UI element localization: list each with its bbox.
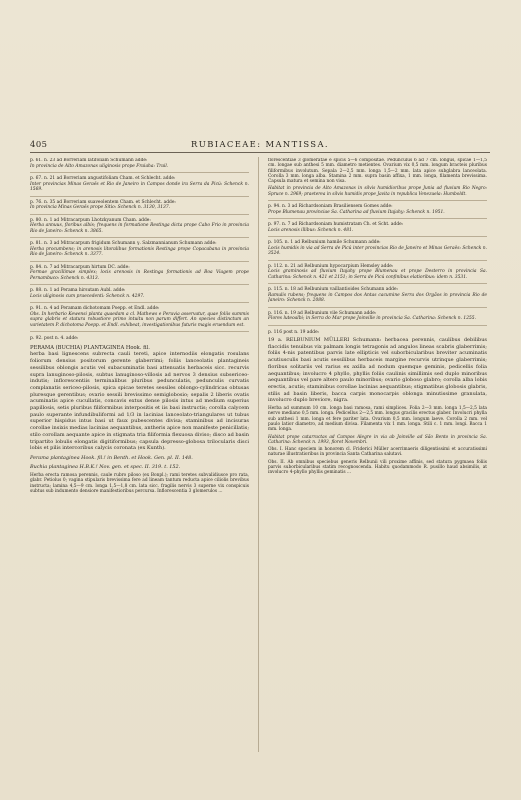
- entry-reference: p. 67. n. 21 ad Borreriam angustifoliam Cham. et Schlecht. adde:: [30, 176, 176, 181]
- entry-divider: [30, 196, 249, 197]
- entry-reference: p. 84. n. 7 ad Mitracarpum hirtum DC. adde:: [30, 264, 130, 270]
- entry-reference: p. 94. n. 3 ad Richardsoniam Brasiliensem Gomes adde:: [268, 204, 393, 210]
- section-divider: [268, 200, 487, 201]
- left-synonym-1: Perama plantaginea Hook. fil.! in Benth. et Hook. Gen. pl. II. 148.: [30, 454, 193, 461]
- entry-reference: p. 81. n. 3 ad Mitracarpum frigidum Schumann γ. Salzmannianum Schumann adde:: [30, 241, 217, 246]
- entry-body: In provincia Minas Geraës prope Sitio: Schenck n. 3130, 3137.: [30, 205, 171, 210]
- right-intro-habitat: Habitat in provincia de Alto Amazonas in silvis humidioribus prope Junia ad fluvium Rio Negro: Spruce n. 2969; praeterea in silvis humidis prope Javita in republica Venezuela: Humboldt.: [268, 186, 487, 197]
- right-description: Herba ad summum 10 cm. longa basi ramosa, rami simplices. Folia 2—3 mm. longa 1,5—2,5 lata nervo mediano 0,5 mm. longa. Pedicellus 2—2,5 mm. longus gracilis erectus glaber. Involucri phylla sub anthesi 1 mm. longa et fere pariter lata. Ovarium 0,5 mm. longum laeve. Corolla 2 mm. vel paulo latior diametro, ad medium divisa. Filamenta vix 1 mm. longa. Stili c. 1 mm. longi. Bacca 1 mm. longa.: [268, 406, 487, 433]
- right-intro: florescentiae 3 glomeratae e spicis 5—6 compositae. Pedunculus 6 ad 7 cm. longus, spicae 1—1,5 cm. longae sub anthesi 5 mm. diametro metientes. Ovarium vix 0,5 mm. longum bracteis pluribus filiformibus involutum. Sepala 2—2,5 mm. longa 1,5—2 mm. lata apice subglabra lanceolata. Corolla 3 mm. longa alba. Stamina 2 mm. supra basin affixa, 1 mm. longa, filamenta brevissima. Capsula matura et semina non visa.: [268, 158, 487, 185]
- addendum-entry: [30, 218, 249, 235]
- addendum-entry: [268, 222, 487, 233]
- left-species-body: herba basi lignescens subrecta cauli tereti, apice internodiis elongatis rosulans foliorum densius positorum gerente glaberrimi; foliis lanceolatis plantagineis sessilibus oblongis acutis vel subacuminatis basi attenuatis herbaceis sicc. recurvis supra lanuginoso-pilosis, subtus lanuginoso-villosis ad nervos 3 densius subsericeo-indutis; inflorescentiis terminalibus pluribus pedunculatis, pedunculis curvatis complanatis sericeo-pilosis, spica spicae teretes sessiles oblongo-cylindricas obtusas pluresque gerentibus; ovario sessili brevissimo semiglobosio; sepalis 2 liberis ovatis acuminatis apice cucullatis, concavis extus dense pilosis intus ad medium superius papillosis, setis pluribus filiformibus interpositis et iis basi instructis; corolla calycem paulo superante infundibuliformi ad 1/3 in lacinias lanceolato-triangulares ut tubus superior hispidus intus basi ut faux pubescentes divisa; staminibus ad incisuras corollae insixis medias lacinias aequantibus, antheris apice non manifeste penicillatis; stilo corollam aequante apice in stigmata tria filiformia flexuosa diviso; disco ad basin tripartito lobulis elongatis digitiformibus; capsula depresso-globosa trilocularis disci lobis et pilis intercoribus calycis coronata (ex Kunth).: [30, 351, 249, 452]
- addendum-entry: [268, 287, 487, 304]
- section-divider: [268, 325, 487, 326]
- left-description: Herba erecta ramosa perennis, caule rubro piloso (ex Bonpl.); rami teretes subvalidiusce pro rata, glabr. Petiolus 0; vagina stipularis brevissima fere ad lineam tantum reducta apice ciliolis brevibus instructa; lamina 4,5—9 cm. longa 1,5—1,8 cm. lata sicc. fragilis nervis 3 superne vix conspicuis subtus sub indumento densiore manifestioribus percursa. Inflorescentia 3 glomerulos ...: [30, 472, 249, 494]
- left-column: [30, 158, 249, 758]
- page-number: 405: [30, 139, 48, 149]
- entry-body: Locis humidis in via ad Serra de Picú inter provincias Rio de Janeiro et Minas Geraës: Schenck n. 3524.: [268, 245, 487, 257]
- entry-divider: [268, 218, 487, 219]
- entry-divider: [268, 260, 487, 261]
- entry-body: Ramulis rubens; frequens in Campos dos Antas cacumine Serra dos Orgãos in provincia Rio de Janeiro: Schenck n. 2088.: [268, 292, 487, 304]
- entry-body: Herba procumbens; in arenosis litoralibus formationis Restinga prope Copacabana in provincia Rio de Janeiro: Schenck n. 3377.: [30, 246, 249, 257]
- addendum-entry: [30, 265, 249, 282]
- entry-reference: p. 61. n. 23 ad Borreriam latifoliam Schumann adde:: [30, 158, 148, 163]
- addendum-entry: [268, 311, 487, 322]
- right-obs-2: Obs. II. Ab omnibus speciebus generis Relbunii vili proxime affinis, sed statura pygmaea foliis parvis suborbicularibus statim recognoscenda. Habitu quodammodo R. pusillo haud absimilis, at involucro 4-phyllo phyllis geminatis ...: [268, 459, 487, 476]
- entry-reference: p. 115. n. 18 ad Relbunium vaillantioides Schumann adde:: [268, 287, 399, 293]
- entry-divider: [30, 214, 249, 215]
- addendum-entry: [30, 158, 249, 169]
- section-divider: [30, 331, 249, 332]
- addendum-entry: [30, 241, 249, 258]
- entry-divider: [268, 236, 487, 237]
- entry-body: Flores luteoalbi; in Serra do Mar prope Joinville in provincia Sa. Catharina: Schenck n. 1255.: [268, 316, 476, 322]
- entry-body: Locis graminosis ad fluvium Itajahy prope Blumenau et prope Desterro in provincia Sa. Catharina: Schenck n. 421 et 2151; in Serra de Picú confinibus elatioribus: idem n. 3531.: [268, 269, 487, 280]
- entry-divider: [30, 172, 249, 173]
- header-rule: [30, 152, 490, 153]
- right-obs-1: Obs. I. Hanc speciem in honorem cl. Friderici Müller acerrimaeris diligentissimi et accuratissimi naturae illustratioribus in provincia Santa Catharina salutavi.: [268, 447, 487, 458]
- addendum-entry: [268, 240, 487, 257]
- right-column: [268, 158, 487, 748]
- addendum-entry: [30, 200, 249, 211]
- entry-body: Formae gracillimae simplex; locis arenosis in Restinga formationis ad Boa Viagem prope Pernambuco: Schenck n. 4313.: [30, 270, 249, 281]
- entry-reference: p. 80. n. 1 ad Mitracarpum Lhotzkyanum Cham. adde:: [30, 217, 151, 223]
- entry-body: Obs. In herbario Kewensi planta quaedam a cl. Mathews e Peruvia asservatur, quae foliis summis supra glabris et statura robustiore primo intuitu non parum differt. An species distinctum an varietatem P. dichotoma Poepp. et Endl. exhibeat, investigationibus futuris magis eruendum est.: [30, 311, 249, 328]
- entry-reference: p. 105. n. 1 ad Relbunium hamile Schumann adde:: [268, 240, 381, 246]
- entry-divider: [30, 261, 249, 262]
- entry-divider: [30, 237, 249, 238]
- addendum-entry: [30, 176, 249, 193]
- entry-reference: p. 97. n. 7 ad Richardsoniam humistratam Ch. et Scht. adde:: [268, 222, 404, 228]
- left-species-head: PERAMA (BUCHIA) PLANTAGINEA Hook. fil.: [30, 344, 150, 351]
- left-pre-species: p. 92. post n. 4. adde:: [30, 336, 79, 341]
- entry-divider: [30, 302, 249, 303]
- entry-body: Herba annuus, floribus albis; frequens in formatione Restinga dicta prope Cabo Frio in provincia Rio de Janeiro: Schenck n. 3865.: [30, 223, 249, 234]
- entry-divider: [30, 284, 249, 285]
- right-species-head: 19 a. RELBUNIUM MÜLLERI Schumann: herbacea perennis, caulibus debilibus flaccidis tenuibus vix palmam longis tetragonis ad angulos lineas scabris glaberrimis; foliis 4-nis patentibus parvis late ellipticis vel suborbicularibus breviter acuminatis acutiusculis basi acutis sessilibus herbaceis margine recurvis utrinque glaberrimis; floribus solitariis vel rarius ex axilla ad nodum quemque geminis, pedicellis folia aequantibus; involucro 4 phyllo, phyllis foliis caulinis simillimis sed duplo minoribus aequantibus vel pare altero paulo minoribus; ovario globoso glabro; corolla alba lobis erectis, acutis; staminibus corollae lacinias aequantibus; stigmatibus globosis glabris, stilis ad basin liberis, bacca carpis monocarpis oblonga minutissime granulata, involucro duplo breviore, nigra.: [268, 337, 487, 404]
- entry-body: In provincia de Alto Amazonas uliginosis prope Fraiaha: Trail.: [30, 163, 169, 169]
- entry-body: Prope Blumenau provinciae Sa. Catharina ad fluvium Itajahy: Schenck n. 1951.: [268, 209, 445, 215]
- entry-reference: p. 88. n. 1 ad Perama hirsutam Aubl. adde:: [30, 288, 126, 293]
- left-synonym-2: Buchia plantaginea H.B.K.! Nov. gen. et spec. II. 319. t. 152.: [30, 464, 181, 471]
- page-header: [30, 139, 490, 153]
- entry-reference: p. 116. n. 19 ad Relbunium vile Schumann adde:: [268, 310, 377, 316]
- right-entries: [268, 204, 487, 322]
- addendum-entry: [268, 204, 487, 215]
- running-head: RUBIACEAE: MANTISSA.: [191, 139, 329, 149]
- entry-body: Locis uliginosis cum praecedenti: Schenck n. 4297.: [30, 293, 145, 299]
- entry-body: Inter provincias Minas Geraës et Rio de Janeiro in Campos donde ira Serra da Picú: Schenck n. 1569.: [30, 181, 249, 192]
- right-habitat: Habitat prope catarractas ad Campos Alegre in via ab Joinville ad São Bento in provincia Sa. Catharina: Schenck n. 1993, floret Novembri.: [268, 434, 487, 445]
- right-pre-species: p. 116 post n. 19 adde:: [268, 329, 320, 335]
- entry-reference: p. 112. n. 21 ad Relbunium hypocarpium Hemsley adde:: [268, 263, 394, 269]
- entry-reference: p. 91. n. 4 ad Peramam dichotomam Poepp. et Endl. adde:: [30, 306, 160, 311]
- entry-divider: [268, 283, 487, 284]
- addendum-entry: [30, 306, 249, 328]
- entry-divider: [268, 307, 487, 308]
- addendum-entry: [268, 264, 487, 281]
- left-entries: [30, 158, 249, 328]
- column-separator: [258, 157, 259, 752]
- entry-reference: p. 76. n. 35 ad Borreriam suaveolentem Cham. et Schlecht. adde:: [30, 199, 176, 205]
- addendum-entry: [30, 288, 249, 299]
- entry-body: Locis arenosis illibus: Schenck n. 481.: [268, 227, 354, 233]
